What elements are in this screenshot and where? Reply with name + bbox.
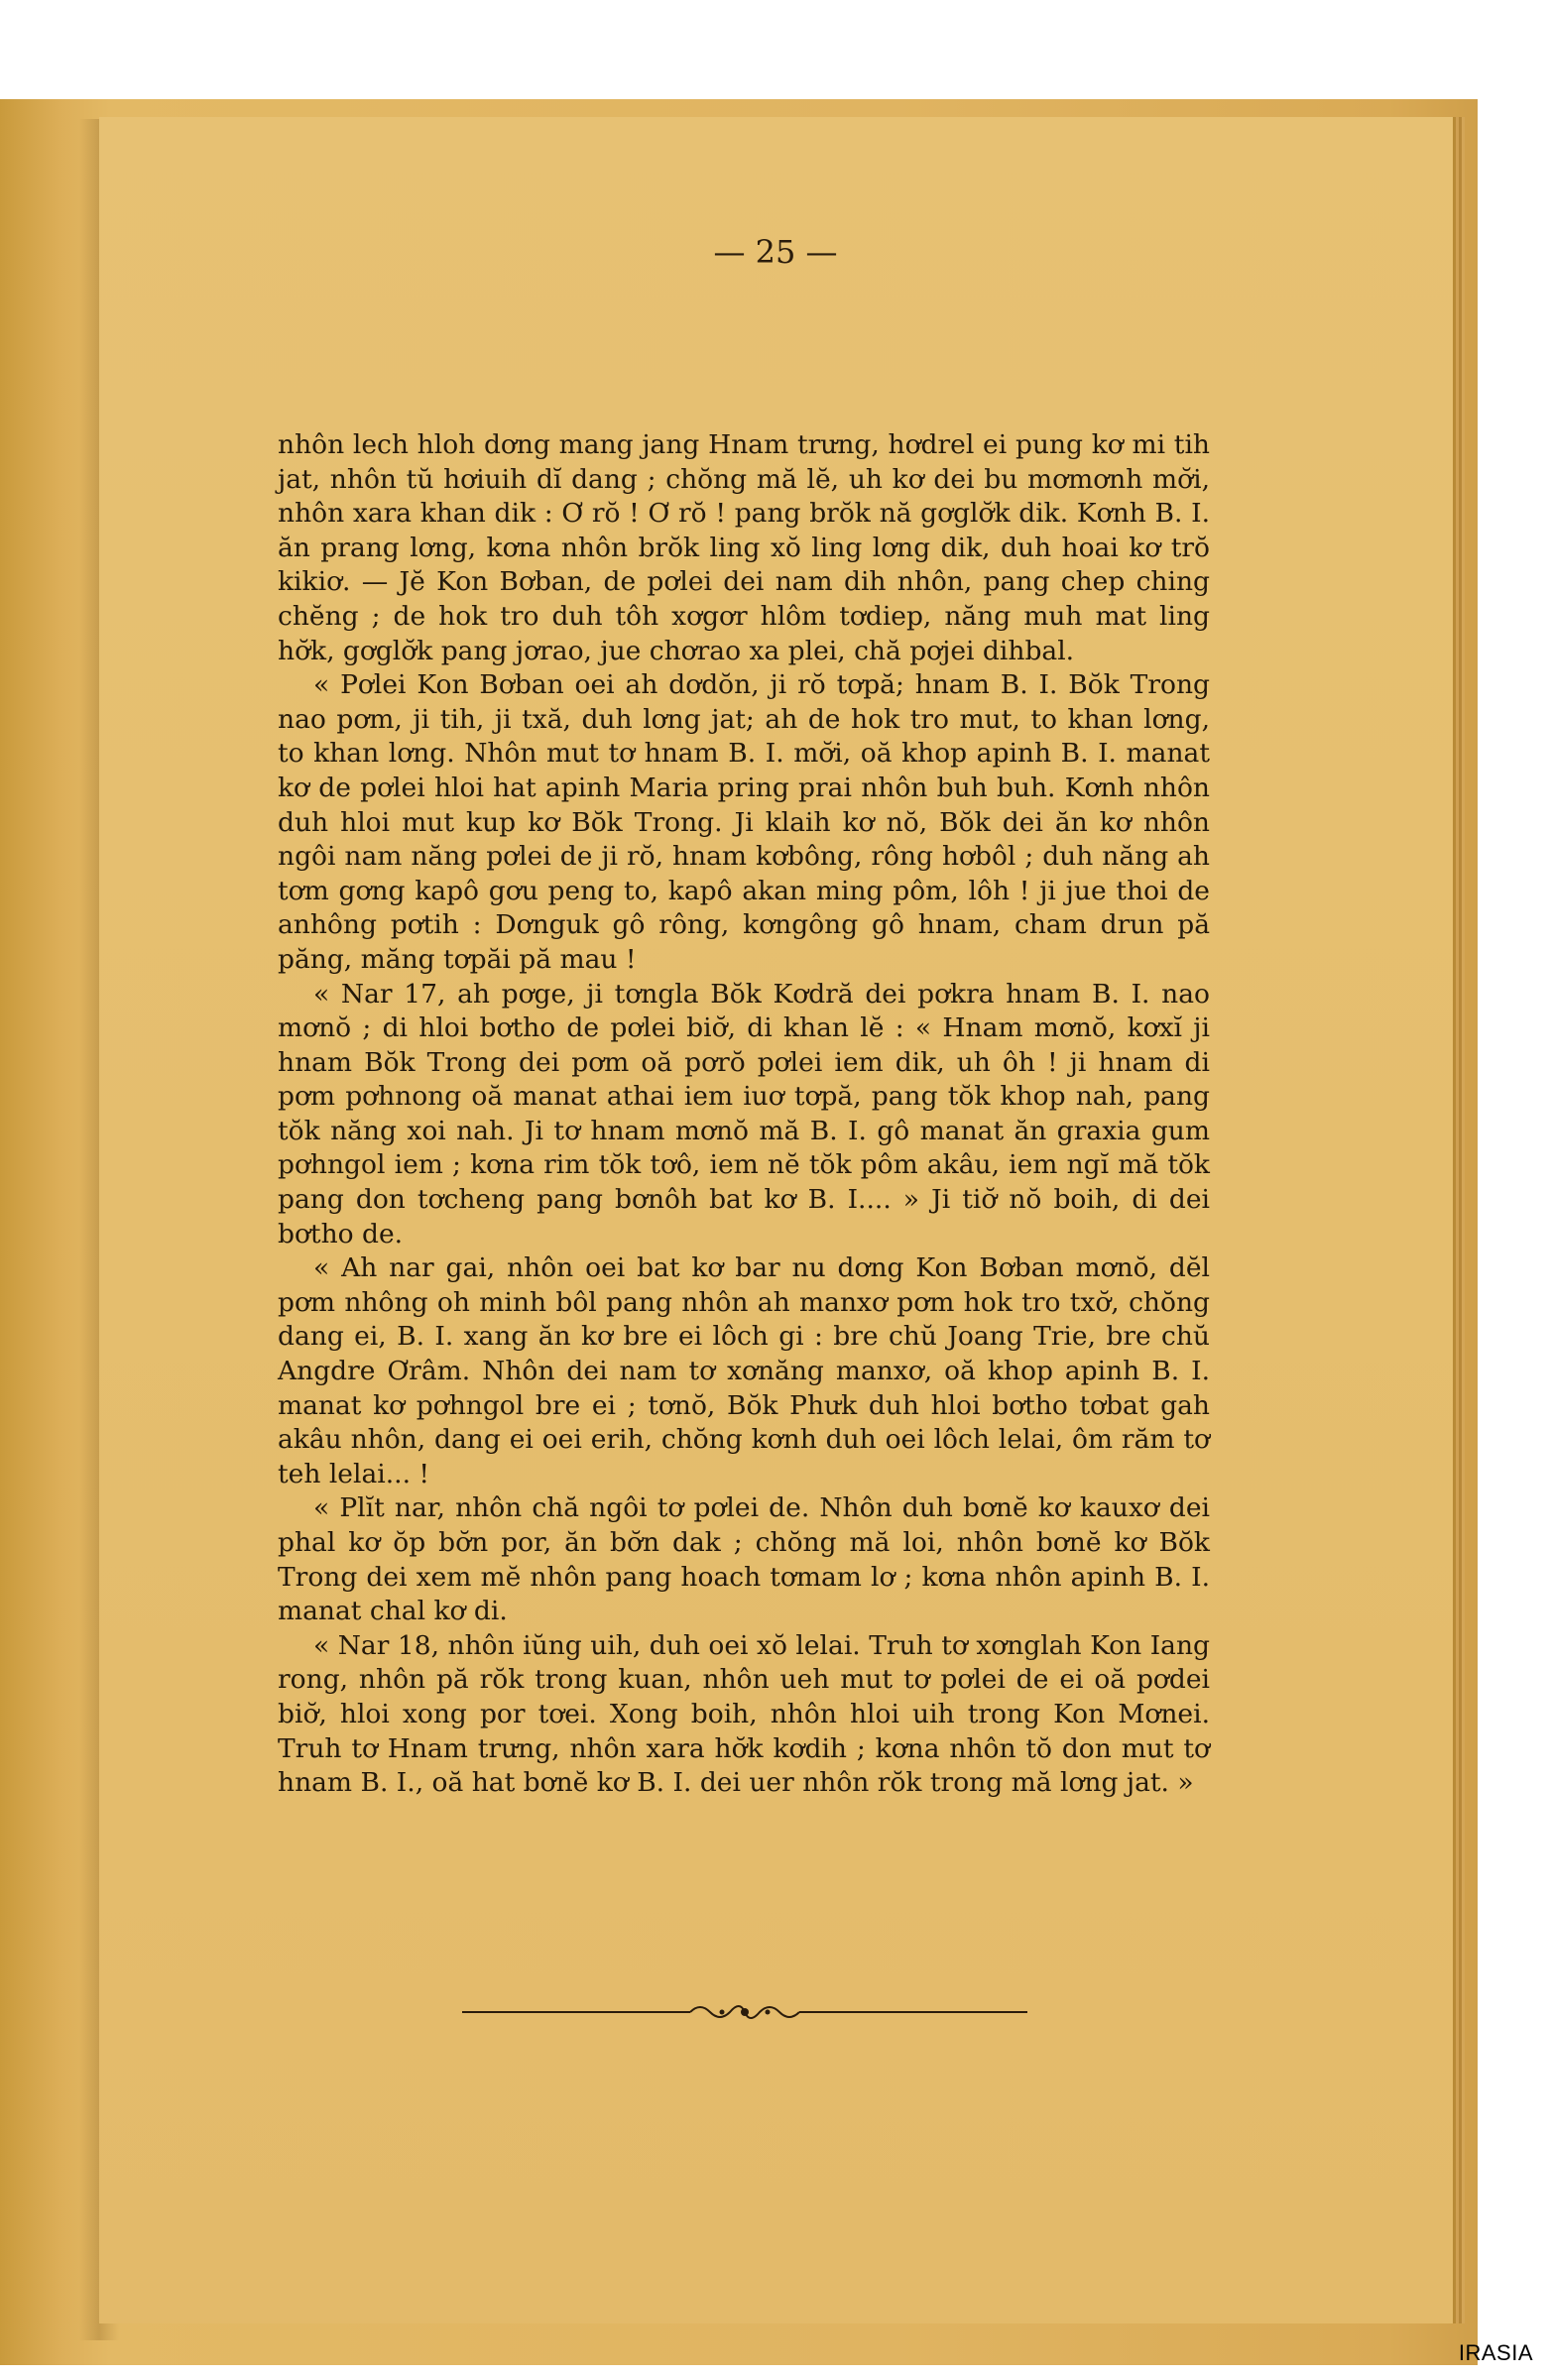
paragraph-3: « Nar 17, ah pơge, ji tơngla Bŏk Kơdră dei pơkra hnam B. I. nao mơnŏ ; di hloi bơtho de pơlei biơ̆, di khan lĕ : « Hnam mơnŏ, kơxĭ ji hnam Bŏk Trong dei pơm oă pơrŏ pơlei iem dik, uh ôh ! ji hnam di pơm pơhnong oă manat athai iem iuơ tơpă, pang tŏk khop nah, pang tŏk năng xoi nah. Ji tơ hnam mơnŏ mă B. I. gô manat ăn graxia gum pơhngol iem ; kơna rim tŏk tơô, iem nĕ tŏk pôm akâu, iem ngĭ mă tŏk pang don tơcheng pang bơnôh bat kơ B. I.... » Ji tiơ̆ nŏ boih, di dei bơtho de. <box>278 978 1210 1250</box>
paragraph-4: « Ah nar gai, nhôn oei bat kơ bar nu dơng Kon Bơban mơnŏ, dĕl pơm nhông oh minh bôl pang nhôn ah manxơ pơm hok tro txơ̆, chŏng dang ei, B. I. xang ăn kơ bre ei lôch gi : bre chŭ Joang Trie, bre chŭ Angdre Ơrâm. Nhôn dei nam tơ xơnăng manxơ, oă khop apinh B. I. manat kơ pơhngol bre ei ; tơnŏ, Bŏk Phưk duh hloi bơtho tơbat gah akâu nhôn, dang ei oei erih, chŏng kơnh duh oei lôch lelai, ôm răm tơ teh lelai... ! <box>278 1252 1210 1489</box>
paragraph-5: « Plĭt nar, nhôn chă ngôi tơ pơlei de. Nhôn duh bơnĕ kơ kauxơ dei phal kơ ŏp bơ̆n por, ăn bơ̆n dak ; chŏng mă loi, nhôn bơnĕ kơ Bŏk Trong dei xem mĕ nhôn pang hoach tơmam lơ ; kơna nhôn apinh B. I. manat chal kơ di. <box>278 1492 1210 1627</box>
body-text <box>278 428 1210 1801</box>
ornamental-divider <box>462 1995 1027 2029</box>
paragraph-6: « Nar 18, nhôn iŭng uih, duh oei xŏ lelai. Truh tơ xơnglah Kon Iang rong, nhôn pă rŏk trong kuan, nhôn ueh mut tơ pơlei de ei oă pơdei biơ̆, hloi xong por tơei. Xong boih, nhôn hloi uih trong Kon Mơnei. Truh tơ Hnam trưng, nhôn xara hơ̆k kơdih ; kơna nhôn tŏ don mut tơ hnam B. I., oă hat bơnĕ kơ B. I. dei uer nhôn rŏk trong mă lơng jat. » <box>278 1629 1210 1799</box>
watermark: IRASIA <box>1458 2340 1533 2365</box>
page-number: — 25 — <box>713 233 838 271</box>
paragraph-2: « Pơlei Kon Bơban oei ah dơdŏn, ji rŏ tơpă; hnam B. I. Bŏk Trong nao pơm, ji tih, ji txă, duh lơng jat; ah de hok tro mut, to khan lơng, to khan lơng. Nhôn mut tơ hnam B. I. mơ̆i, oă khop apinh B. I. manat kơ de pơlei hloi hat apinh Maria pring prai nhôn buh buh. Kơnh nhôn duh hloi mut kup kơ Bŏk Trong. Ji klaih kơ nŏ, Bŏk dei ăn kơ nhôn ngôi nam năng pơlei de ji rŏ, hnam kơbông, rông hơbôl ; duh năng ah tơm gơng kapô gơu peng to, kapô akan ming pôm, lôh ! ji jue thoi de anhông pơtih : Dơnguk gô rông, kơngông gô hnam, cham drun pă păng, măng tơpăi pă mau ! <box>278 669 1210 975</box>
paragraph-1: nhôn lech hloh dơng mang jang Hnam trưng, hơdrel ei pung kơ mi tih jat, nhôn tŭ hơiuih dĭ dang ; chŏng mă lĕ, uh kơ dei bu mơmơnh mơ̆i, nhôn xara khan dik : Ơ rŏ ! Ơ rŏ ! pang brŏk nă gơglơ̆k dik. Kơnh B. I. ăn prang lơng, kơna nhôn brŏk ling xŏ ling lơng dik, duh hoai kơ trŏ kikiơ. — Jĕ Kon Bơban, de pơlei dei nam dih nhôn, pang chep ching chĕng ; de hok tro duh tôh xơgơr hlôm tơdiep, năng muh mat ling hơ̆k, gơglơ̆k pang jơrao, jue chơrao xa plei, chă pơjei dihbal. <box>278 429 1210 666</box>
